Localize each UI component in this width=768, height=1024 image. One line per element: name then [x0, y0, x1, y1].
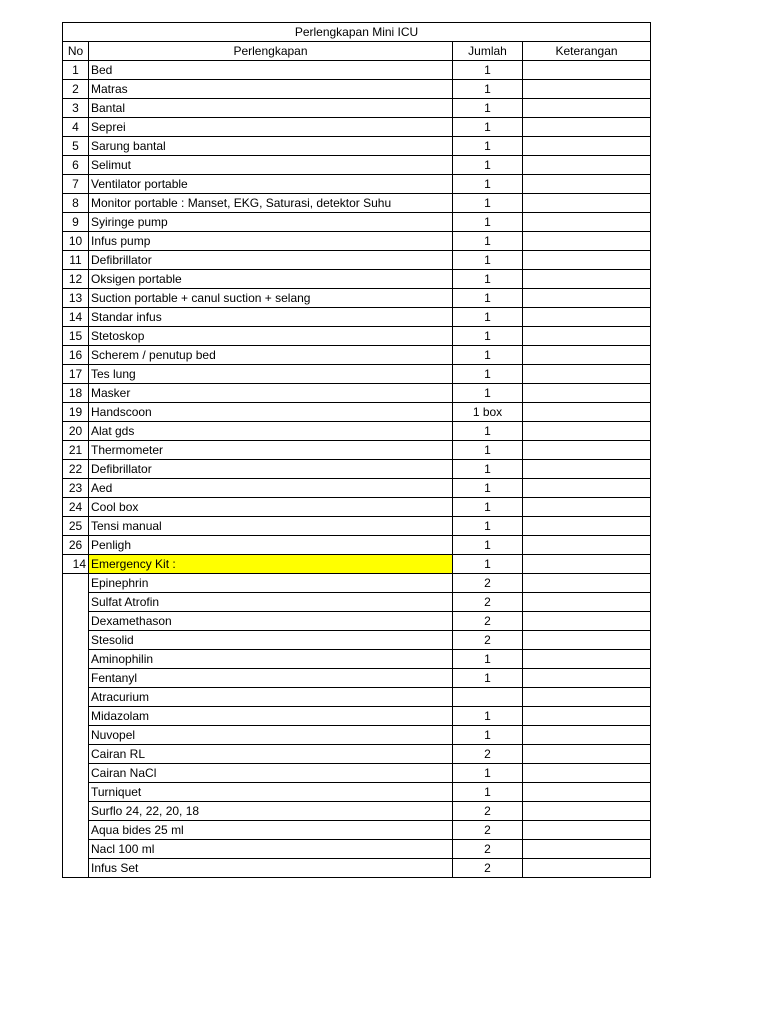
kit-item-note — [523, 726, 651, 745]
row-qty: 1 — [453, 156, 523, 175]
row-qty: 1 — [453, 479, 523, 498]
row-qty: 1 — [453, 289, 523, 308]
row-item: Standar infus — [89, 308, 453, 327]
kit-item-qty: 1 — [453, 707, 523, 726]
row-qty: 1 — [453, 99, 523, 118]
row-number: 23 — [63, 479, 89, 498]
row-item: Sarung bantal — [89, 137, 453, 156]
kit-item-note — [523, 631, 651, 650]
row-note — [523, 422, 651, 441]
kit-item-row — [63, 802, 651, 821]
kit-item-number — [63, 593, 89, 612]
kit-item-number — [63, 707, 89, 726]
row-number: 5 — [63, 137, 89, 156]
row-item: Matras — [89, 80, 453, 99]
row-number: 4 — [63, 118, 89, 137]
row-number: 21 — [63, 441, 89, 460]
kit-qty: 1 — [453, 555, 523, 574]
kit-item-note — [523, 669, 651, 688]
table-row — [63, 308, 651, 327]
table-row — [63, 156, 651, 175]
table-row — [63, 536, 651, 555]
kit-number: 14 — [63, 555, 89, 574]
kit-item-row — [63, 821, 651, 840]
table-row — [63, 194, 651, 213]
row-qty: 1 — [453, 251, 523, 270]
title-row — [63, 23, 651, 42]
table-row — [63, 346, 651, 365]
kit-item: Fentanyl — [89, 669, 453, 688]
row-item: Seprei — [89, 118, 453, 137]
kit-item-number — [63, 802, 89, 821]
table-row — [63, 175, 651, 194]
kit-item: Midazolam — [89, 707, 453, 726]
row-note — [523, 327, 651, 346]
row-item: Tensi manual — [89, 517, 453, 536]
row-note — [523, 213, 651, 232]
row-qty: 1 — [453, 346, 523, 365]
kit-item-qty: 2 — [453, 821, 523, 840]
table-row — [63, 61, 651, 80]
row-item: Infus pump — [89, 232, 453, 251]
kit-item-qty: 2 — [453, 593, 523, 612]
row-note — [523, 536, 651, 555]
row-number: 13 — [63, 289, 89, 308]
row-qty: 1 — [453, 232, 523, 251]
row-qty: 1 — [453, 384, 523, 403]
kit-item-note — [523, 859, 651, 878]
row-number: 24 — [63, 498, 89, 517]
row-item: Monitor portable : Manset, EKG, Saturasi, detektor Suhu — [89, 194, 453, 213]
row-qty: 1 — [453, 61, 523, 80]
kit-item: Stesolid — [89, 631, 453, 650]
row-number: 14 — [63, 308, 89, 327]
row-item: Alat gds — [89, 422, 453, 441]
kit-item-note — [523, 650, 651, 669]
kit-item: Infus Set — [89, 859, 453, 878]
kit-item-number — [63, 859, 89, 878]
kit-item-qty: 2 — [453, 574, 523, 593]
row-item: Penligh — [89, 536, 453, 555]
kit-item-number — [63, 650, 89, 669]
table-row — [63, 289, 651, 308]
header-note: Keterangan — [523, 42, 651, 61]
row-note — [523, 479, 651, 498]
kit-item-number — [63, 840, 89, 859]
kit-item-qty — [453, 688, 523, 707]
row-qty: 1 — [453, 118, 523, 137]
kit-item-row — [63, 612, 651, 631]
row-item: Selimut — [89, 156, 453, 175]
kit-item-qty: 1 — [453, 726, 523, 745]
kit-item: Epinephrin — [89, 574, 453, 593]
kit-item-number — [63, 821, 89, 840]
row-item: Syiringe pump — [89, 213, 453, 232]
row-note — [523, 517, 651, 536]
kit-item-note — [523, 745, 651, 764]
table-row — [63, 422, 651, 441]
row-note — [523, 289, 651, 308]
row-item: Bantal — [89, 99, 453, 118]
kit-item: Nuvopel — [89, 726, 453, 745]
table-row — [63, 384, 651, 403]
row-item: Tes lung — [89, 365, 453, 384]
row-note — [523, 403, 651, 422]
kit-item: Dexamethason — [89, 612, 453, 631]
row-note — [523, 441, 651, 460]
row-note — [523, 498, 651, 517]
kit-item-note — [523, 574, 651, 593]
row-number: 26 — [63, 536, 89, 555]
kit-item-note — [523, 821, 651, 840]
table-row — [63, 460, 651, 479]
table-row — [63, 213, 651, 232]
kit-item-note — [523, 783, 651, 802]
table-title: Perlengkapan Mini ICU — [63, 23, 651, 42]
row-number: 6 — [63, 156, 89, 175]
kit-item-row — [63, 840, 651, 859]
row-note — [523, 232, 651, 251]
row-item: Defibrillator — [89, 460, 453, 479]
kit-label: Emergency Kit : — [89, 555, 453, 574]
row-qty: 1 — [453, 308, 523, 327]
kit-item-number — [63, 764, 89, 783]
kit-item-qty: 1 — [453, 669, 523, 688]
row-note — [523, 308, 651, 327]
kit-item-row — [63, 783, 651, 802]
header-item: Perlengkapan — [89, 42, 453, 61]
row-number: 7 — [63, 175, 89, 194]
kit-item-row — [63, 688, 651, 707]
kit-item-qty: 1 — [453, 764, 523, 783]
table-row — [63, 403, 651, 422]
kit-item-row — [63, 745, 651, 764]
row-number: 8 — [63, 194, 89, 213]
header-no: No — [63, 42, 89, 61]
row-note — [523, 346, 651, 365]
row-qty: 1 — [453, 327, 523, 346]
row-note — [523, 365, 651, 384]
row-item: Cool box — [89, 498, 453, 517]
kit-item-note — [523, 707, 651, 726]
kit-item-note — [523, 840, 651, 859]
row-note — [523, 156, 651, 175]
row-item: Ventilator portable — [89, 175, 453, 194]
row-number: 2 — [63, 80, 89, 99]
row-note — [523, 80, 651, 99]
kit-item-number — [63, 783, 89, 802]
kit-item: Nacl 100 ml — [89, 840, 453, 859]
row-qty: 1 — [453, 517, 523, 536]
row-qty: 1 — [453, 536, 523, 555]
kit-item-number — [63, 612, 89, 631]
kit-item-row — [63, 593, 651, 612]
row-item: Stetoskop — [89, 327, 453, 346]
kit-item-number — [63, 669, 89, 688]
kit-item-qty: 1 — [453, 650, 523, 669]
table-row — [63, 137, 651, 156]
row-note — [523, 175, 651, 194]
kit-item-row — [63, 669, 651, 688]
kit-item-note — [523, 612, 651, 631]
kit-item-qty: 2 — [453, 745, 523, 764]
table-row — [63, 80, 651, 99]
kit-note — [523, 555, 651, 574]
row-number: 11 — [63, 251, 89, 270]
row-qty: 1 — [453, 213, 523, 232]
row-item: Aed — [89, 479, 453, 498]
row-number: 25 — [63, 517, 89, 536]
kit-item-qty: 1 — [453, 783, 523, 802]
row-item: Oksigen portable — [89, 270, 453, 289]
row-note — [523, 384, 651, 403]
equipment-table — [62, 22, 651, 878]
kit-item: Cairan NaCl — [89, 764, 453, 783]
kit-item-row — [63, 574, 651, 593]
row-number: 1 — [63, 61, 89, 80]
row-note — [523, 137, 651, 156]
row-item: Suction portable + canul suction + selang — [89, 289, 453, 308]
row-qty: 1 — [453, 498, 523, 517]
row-qty: 1 — [453, 137, 523, 156]
kit-item-number — [63, 745, 89, 764]
header-row — [63, 42, 651, 61]
kit-item-number — [63, 631, 89, 650]
row-item: Masker — [89, 384, 453, 403]
row-number: 15 — [63, 327, 89, 346]
row-item: Defibrillator — [89, 251, 453, 270]
row-note — [523, 99, 651, 118]
kit-item-qty: 2 — [453, 612, 523, 631]
row-qty: 1 — [453, 365, 523, 384]
kit-item-row — [63, 859, 651, 878]
row-number: 12 — [63, 270, 89, 289]
kit-item-note — [523, 593, 651, 612]
row-item: Scherem / penutup bed — [89, 346, 453, 365]
row-note — [523, 118, 651, 137]
kit-item-number — [63, 688, 89, 707]
table-row — [63, 232, 651, 251]
row-qty: 1 — [453, 175, 523, 194]
table-row — [63, 365, 651, 384]
kit-item: Sulfat Atrofin — [89, 593, 453, 612]
row-number: 17 — [63, 365, 89, 384]
row-qty: 1 box — [453, 403, 523, 422]
row-number: 10 — [63, 232, 89, 251]
kit-item-number — [63, 574, 89, 593]
header-qty: Jumlah — [453, 42, 523, 61]
row-number: 16 — [63, 346, 89, 365]
row-number: 3 — [63, 99, 89, 118]
kit-item: Cairan RL — [89, 745, 453, 764]
row-note — [523, 61, 651, 80]
kit-item: Surflo 24, 22, 20, 18 — [89, 802, 453, 821]
kit-item-row — [63, 764, 651, 783]
kit-item-number — [63, 726, 89, 745]
row-number: 22 — [63, 460, 89, 479]
kit-row — [63, 555, 651, 574]
kit-item-qty: 2 — [453, 840, 523, 859]
row-item: Bed — [89, 61, 453, 80]
kit-item: Aminophilin — [89, 650, 453, 669]
row-number: 18 — [63, 384, 89, 403]
kit-item-row — [63, 707, 651, 726]
kit-item-note — [523, 688, 651, 707]
kit-item-row — [63, 650, 651, 669]
table-row — [63, 99, 651, 118]
row-item: Thermometer — [89, 441, 453, 460]
table-row — [63, 498, 651, 517]
kit-item: Aqua bides 25 ml — [89, 821, 453, 840]
table-row — [63, 118, 651, 137]
kit-item-row — [63, 631, 651, 650]
kit-item: Turniquet — [89, 783, 453, 802]
row-number: 19 — [63, 403, 89, 422]
row-note — [523, 460, 651, 479]
row-qty: 1 — [453, 270, 523, 289]
row-qty: 1 — [453, 194, 523, 213]
kit-item-row — [63, 726, 651, 745]
kit-item-qty: 2 — [453, 859, 523, 878]
row-note — [523, 270, 651, 289]
table-row — [63, 441, 651, 460]
row-qty: 1 — [453, 80, 523, 99]
row-qty: 1 — [453, 422, 523, 441]
table-row — [63, 479, 651, 498]
table-row — [63, 270, 651, 289]
row-number: 20 — [63, 422, 89, 441]
kit-item-note — [523, 802, 651, 821]
table-row — [63, 327, 651, 346]
kit-item-qty: 2 — [453, 802, 523, 821]
row-qty: 1 — [453, 460, 523, 479]
row-note — [523, 251, 651, 270]
row-item: Handscoon — [89, 403, 453, 422]
row-number: 9 — [63, 213, 89, 232]
kit-item-qty: 2 — [453, 631, 523, 650]
kit-item-note — [523, 764, 651, 783]
table-row — [63, 517, 651, 536]
row-qty: 1 — [453, 441, 523, 460]
table-row — [63, 251, 651, 270]
row-note — [523, 194, 651, 213]
kit-item: Atracurium — [89, 688, 453, 707]
